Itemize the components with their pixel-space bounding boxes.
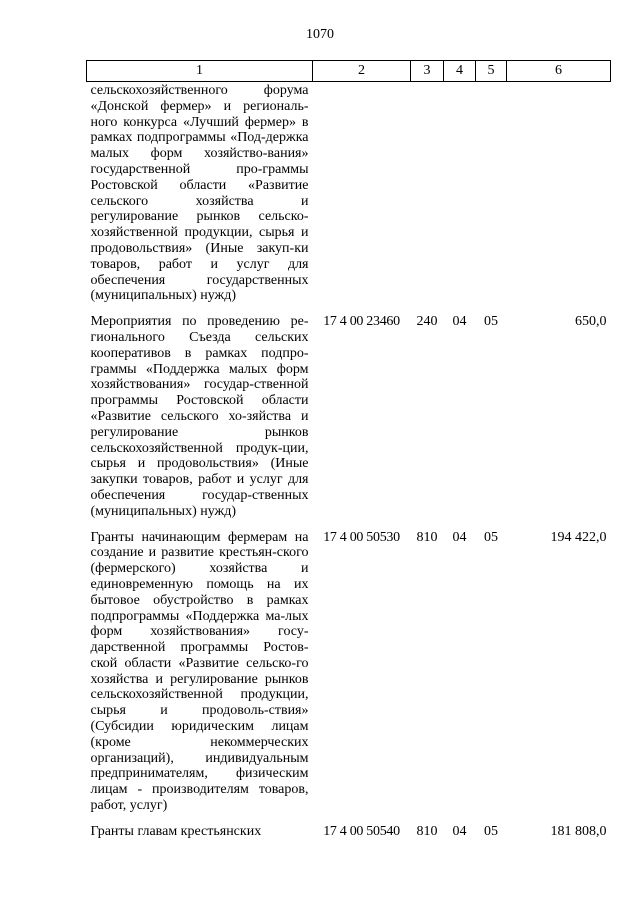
row-description: Гранты главам крестьянских [90,823,262,839]
row-code: 17 4 00 23460 [323,314,400,330]
row-subsection: 05 [484,823,498,839]
row-subsection: 05 [484,314,498,330]
table-row [87,304,611,519]
header-col-6: 6 [507,61,611,82]
row-description: Мероприятия по проведению ре-гионального Съезда сельских кооперативов в рамках подпро-граммы «Поддержка малых форм хозяйствования» государ-ственной программы Ростовской области «Развитие сельского хо-зяйства и регулирование рынков сельскохозяйственной продук-ции, сырья и продовольствия» (Иные закупки товаров, работ и услуг для обеспечения государ-ственных (муниципальных) нужд) [90,314,309,519]
row-section: 04 [452,314,467,330]
table-header [87,61,611,82]
table-row [87,814,611,840]
row-description: Гранты начинающим фермерам на создание и развитие крестьян-ского (фермерского) хозяйства и единовременную помощь на их бытовое обустройство в рамках подпрограммы «Поддержка ма-лых форм хозяйствования» госу-дарственной программы Ростов-ской области «Развитие сельско-го хозяйства и регулирование рынков сельскохозяйственной продукции, сырья и продоволь-ствия» (Субсидии юридическим лицам (кроме некоммерческих организаций), индивидуальным предпринимателям, физическим лицам - производителям товаров, работ, услуг) [90,529,309,814]
row-section [444,82,476,305]
row-description: сельскохозяйственного форума «Донской фермер» и региональ-ного конкурса «Лучший фермер» в рамках подпрограммы «Под-держка малых форм хозяйство-вания» государственной про-граммы Ростовской области «Развитие сельского хозяйства и регулирование рынков сельско-хозяйственной продукции, сырья и продовольствия» (Иные закуп-ки товаров, работ и услуг для обеспечения государственных (муниципальных) нужд) [90,83,309,304]
row-amount: 181 808,0 [550,823,607,839]
header-col-5: 5 [476,61,507,82]
row-section: 04 [452,529,467,545]
row-section: 04 [452,823,467,839]
table-row [87,520,611,814]
header-col-1: 1 [87,61,313,82]
row-expense-type: 810 [416,529,438,545]
row-amount: 194 422,0 [550,529,607,545]
budget-table [86,60,611,840]
row-code: 17 4 00 50540 [323,823,400,839]
header-col-2: 2 [313,61,411,82]
row-amount: 650,0 [575,314,607,330]
header-row [87,61,611,82]
row-subsection [476,82,507,305]
row-code: 17 4 00 50530 [323,529,400,545]
row-expense-type: 810 [416,823,438,839]
row-amount [507,82,611,305]
table-body [87,82,611,840]
row-subsection: 05 [484,529,498,545]
header-col-4: 4 [444,61,476,82]
row-expense-type [411,82,444,305]
header-col-3: 3 [411,61,444,82]
row-code [313,82,411,305]
row-expense-type: 240 [416,314,438,330]
table-row [87,82,611,305]
page-number: 1070 [306,27,334,42]
